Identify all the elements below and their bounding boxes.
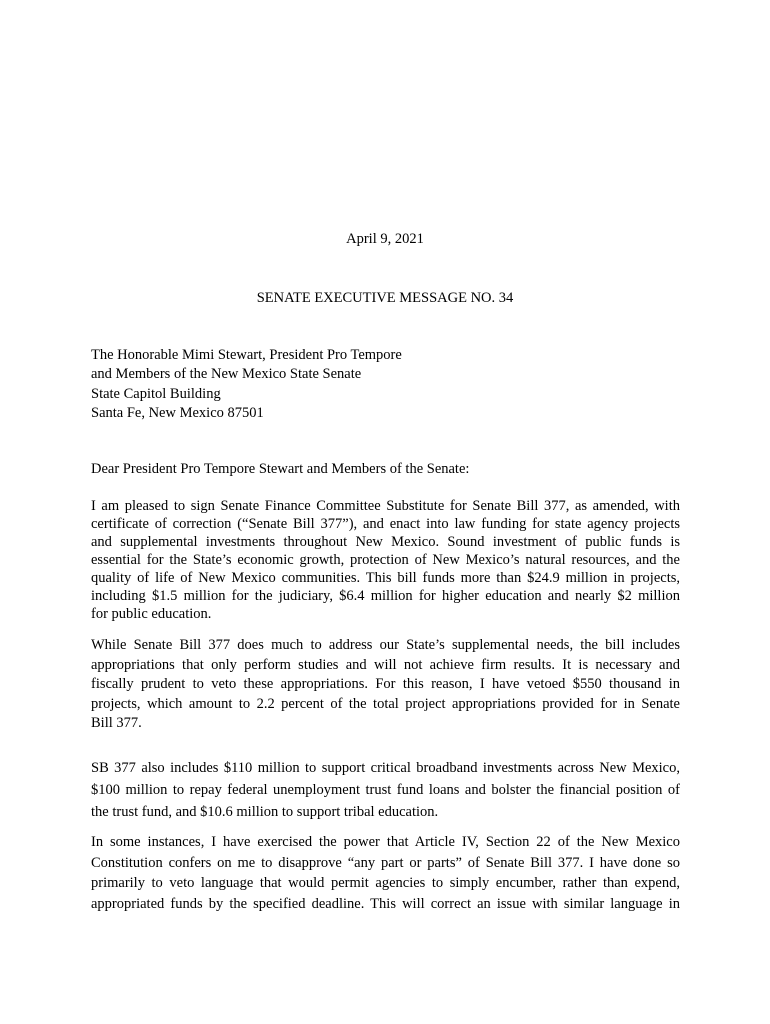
letter-date: April 9, 2021 <box>346 231 424 247</box>
paragraph-line: for public education. <box>91 606 212 622</box>
addressee-line: Santa Fe, New Mexico 87501 <box>91 404 264 421</box>
paragraph-line: $100 million to repay federal unemployment trust fund loans and bolster the financial position of <box>91 782 680 798</box>
addressee-block <box>91 346 691 423</box>
salutation: Dear President Pro Tempore Stewart and Members of the Senate: <box>91 461 470 477</box>
paragraph-line: SB 377 also includes $110 million to support critical broadband investments across New Mexico, <box>91 760 680 776</box>
paragraph-line: certificate of correction (“Senate Bill 377”), and enact into law funding for state agency projects <box>91 516 680 532</box>
paragraph-line: Constitution confers on me to disapprove “any part or parts” of Senate Bill 377. I have done so <box>91 854 680 871</box>
paragraph-3 <box>91 757 680 823</box>
paragraph-line: the trust fund, and $10.6 million to support tribal education. <box>91 804 439 820</box>
paragraph-line: projects, which amount to 2.2 percent of the total project appropriations provided for in Senate <box>91 695 680 712</box>
paragraph-line: appropriated funds by the specified deadline. This will correct an issue with similar language in <box>91 895 680 912</box>
paragraph-line: and supplemental investments throughout New Mexico. Sound investment of public funds is <box>91 534 680 550</box>
paragraph-line: appropriations that only perform studies and will not achieve firm results. It is necessary and <box>91 656 680 673</box>
paragraph-line: fiscally prudent to veto these appropriations. For this reason, I have vetoed $550 thousand in <box>91 676 680 692</box>
addressee-line: The Honorable Mimi Stewart, President Pro Tempore <box>91 347 402 363</box>
paragraph-line: Bill 377. <box>91 715 142 731</box>
paragraph-line: While Senate Bill 377 does much to address our State’s supplemental needs, the bill includes <box>91 637 680 653</box>
addressee-line: State Capitol Building <box>91 385 221 402</box>
paragraph-1 <box>91 497 680 623</box>
message-number: SENATE EXECUTIVE MESSAGE NO. 34 <box>256 290 514 306</box>
paragraph-line: quality of life of New Mexico communities. This bill funds more than $24.9 million in projects, <box>91 570 680 586</box>
paragraph-line: In some instances, I have exercised the power that Article IV, Section 22 of the New Mexico <box>91 834 680 850</box>
paragraph-line: I am pleased to sign Senate Finance Committee Substitute for Senate Bill 377, as amended, with <box>91 498 680 514</box>
paragraph-2 <box>91 636 680 734</box>
addressee-line: and Members of the New Mexico State Senate <box>91 366 362 383</box>
paragraph-line: essential for the State’s economic growth, protection of New Mexico’s natural resources, and the <box>91 552 680 568</box>
paragraph-line: including $1.5 million for the judiciary, $6.4 million for higher education and nearly $2 million <box>91 588 680 604</box>
paragraph-line: primarily to veto language that would permit agencies to simply encumber, rather than expend, <box>91 875 680 891</box>
paragraph-4 <box>91 832 680 914</box>
